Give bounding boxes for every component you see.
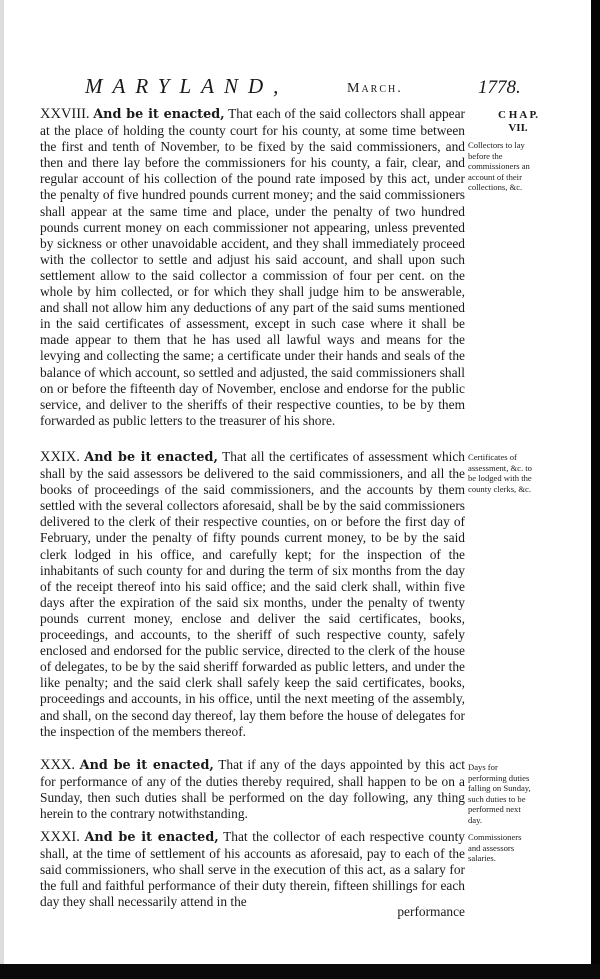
section-paragraph	[40, 106, 465, 429]
section-text: That the collector of each respective county shall, at the time of settlement of his accounts as aforesaid, pay to each of the said commissioners, who shall serve in the execution of this act, as a salary for the full and faithful performance of their duty therein, fifteen shillings for each day they shall necessarily attend in the	[40, 829, 465, 910]
section-29	[40, 449, 465, 740]
enacting-clause: And be it enacted,	[84, 830, 219, 845]
chapter-heading	[473, 109, 563, 135]
marginal-note: Days for performing duties falling on Sunday, such duties to be performed next day.	[468, 762, 531, 825]
section-number: XXXI.	[40, 829, 80, 845]
enacting-clause: And be it enacted,	[79, 758, 214, 773]
section-number: XXIX.	[40, 449, 80, 465]
section-paragraph	[40, 449, 465, 740]
section-31	[40, 829, 465, 910]
running-title: MARYLAND,	[85, 74, 289, 98]
marginal-note: Certificates of assessment, &c. to be lodged with the county clerks, &c.	[468, 452, 532, 494]
section-paragraph	[40, 757, 465, 822]
section-text: That each of the said collectors shall appear at the place of holding the county court for his county, at some time between the first and tenth of November, to be fixed by the said commissioners, and then and there lay before the commissioners for his county, a fair, clear, and regular account of his collection of the pound rate imposed by this act, under the penalty of five hundred pounds current money; and the said commissioners shall appear at the same time and place, under the penalty of two hundred pounds current money on each commissioner not appearing, unless prevented by sickness or other unavoidable accident, and they shall immediately proceed with the collector to settle and adjust his said account, and shall upon such settlement allow to the said collector a commission of four per cent. on the whole by him collected, or for which they shall judge him to be answerable, and shall not allow him any deductions of any part of the said sums mentioned in the said certificates of assessment, except in such case where it shall be made appear to them that he has used all lawful ways and means for the levying and collecting the same; a certificate under their hands and seals of the balance of which account, so settled and adjusted, the said commissioners shall on or before the fifteenth day of November, enclose and endorse for the public service, and deliver to the sheriffs of their respective counties, to be by them forwarded as public letters to the treasurer of his shore.	[40, 106, 465, 428]
section-text: That if any of the days appointed by this act for performance of any of the duties thereby required, shall happen to be on a Sunday, then such duties shall be performed on the day following, any thing herein to the contrary notwithstanding.	[40, 757, 465, 822]
section-text: That all the certificates of assessment which shall by the said assessors be delivered to the said commissioners, and all the books of proceedings of the said commissioners, and the accounts by them settled with the several collectors aforesaid, shall be by the said commissioners delivered to the clerk of their respective counties, on or before the first day of February, under the penalty of fifty pounds current money, to be by the said clerk lodged in his office, and carefully kept; for the inspection of the inhabitants of such county for and during the term of six months from the day of the receipt thereof into his said office; and the said clerk shall, within five days after the expiration of the said six months, under the penalty of twenty pounds current money, enclose and deliver the said certificates, books, proceedings, and accounts, to the sheriff of such respective county, safely enclosed and endorsed for the public service, directed to the clerk of the house of delegates, to be by the said sheriff forwarded as public letters, and under the like penalty; and the said clerk shall safely keep the said certificates, books, proceedings and accounts, in his office, until the next meeting of the assembly, and shall, on the second day thereof, lay them before the house of delegates for the inspection of the members thereof.	[40, 449, 465, 739]
catchword: performance	[397, 904, 465, 919]
scan-edge-right	[591, 0, 600, 979]
scan-edge-bottom	[0, 964, 600, 979]
marginal-note: Collectors to lay before the commissioners an account of their collections, &c.	[468, 140, 530, 193]
enacting-clause: And be it enacted,	[93, 107, 225, 122]
section-paragraph	[40, 829, 465, 910]
marginal-note: Commissioners and assessors salaries.	[468, 832, 522, 864]
enacting-clause: And be it enacted,	[84, 450, 218, 465]
chapter-number: VII.	[508, 122, 528, 134]
section-number: XXX.	[40, 757, 76, 773]
running-year: 1778.	[478, 77, 521, 98]
section-28	[40, 106, 465, 429]
page-shadow-left	[0, 0, 4, 979]
chapter-label: C H A P.	[498, 109, 538, 121]
running-month: March.	[347, 81, 403, 96]
section-number: XXVIII.	[40, 106, 90, 122]
section-30	[40, 757, 465, 822]
running-header	[85, 74, 585, 104]
